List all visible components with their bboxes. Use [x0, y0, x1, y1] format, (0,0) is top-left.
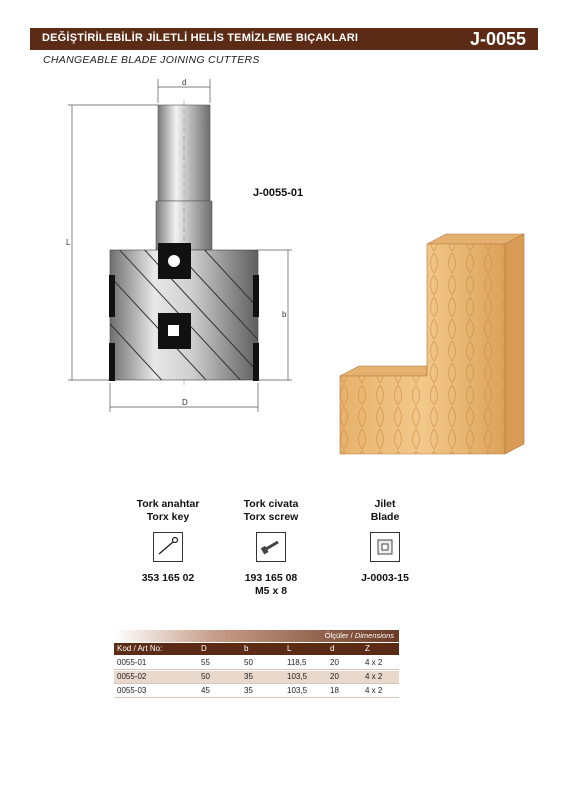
table-row [114, 657, 399, 670]
table-row [114, 671, 399, 684]
table-cell: 103,5 [287, 672, 308, 681]
page-subtitle: CHANGEABLE BLADE JOINING CUTTERS [43, 54, 260, 66]
torx-key-icon [153, 532, 183, 562]
table-cell: 118,5 [287, 658, 307, 667]
accessory-code-size: M5 x 8 [254, 585, 288, 597]
accessory-code: J-0003-15 [361, 572, 409, 584]
table-cell: 4 x 2 [365, 672, 383, 681]
table-header-row [114, 643, 399, 655]
table-cell: 4 x 2 [365, 686, 383, 695]
table-cell: 4 x 2 [365, 658, 383, 667]
table-cell: 35 [244, 672, 253, 681]
dimensions-caption [325, 631, 394, 640]
side-blade [253, 343, 259, 381]
column-header: d [330, 644, 335, 653]
page-title: DEĞİŞTİRİLEBİLİR JİLETLİ HELİS TEMİZLEME BIÇAKLARI [42, 32, 359, 44]
caption-tr: Ölçüler / [324, 631, 355, 640]
dimension-label-b: b [282, 310, 287, 319]
table-cell: 0055-01 [117, 658, 147, 667]
accessory-name-en: Torx screw [243, 511, 299, 523]
accessory-name-tr: Tork civata [243, 498, 299, 510]
accessory-name-tr: Jilet [374, 498, 396, 510]
table-cell: 20 [330, 658, 339, 667]
dimension-label-D: D [182, 398, 188, 407]
accessory-name-tr: Tork anahtar [136, 498, 200, 510]
table-cell: 20 [330, 672, 339, 681]
screw-hole [168, 255, 180, 267]
accessory-torx-key [113, 498, 223, 585]
product-family-code: J-0055 [469, 29, 526, 49]
accessory-blade [330, 498, 440, 585]
table-row [114, 685, 399, 698]
dimensions-caption-bar [114, 630, 399, 642]
cutter-technical-drawing [60, 75, 320, 420]
column-header: D [201, 644, 207, 653]
table-cell: 50 [244, 658, 253, 667]
table-cell: 50 [201, 672, 210, 681]
accessory-name-en: Blade [370, 511, 400, 523]
torx-screw-icon [256, 532, 286, 562]
table-cell: 0055-03 [117, 686, 147, 695]
table-cell: 0055-02 [117, 672, 147, 681]
column-header: L [287, 644, 292, 653]
wood-side-face [505, 234, 524, 454]
product-code: J-0055-01 [253, 187, 304, 199]
dimension-label-L: L [66, 238, 71, 247]
column-header: Kod / Art No: [117, 644, 163, 653]
screw-hole [168, 325, 179, 336]
table-cell: 103,5 [287, 686, 308, 695]
table-cell: 45 [201, 686, 210, 695]
column-header: b [244, 644, 249, 653]
table-cell: 55 [201, 658, 210, 667]
wood-grain [340, 244, 505, 454]
accessory-torx-screw [216, 498, 326, 598]
column-header: Z [365, 644, 370, 653]
table-cell: 35 [244, 686, 253, 695]
accessory-code: 353 165 02 [141, 572, 195, 584]
wood-profile-illustration [335, 230, 530, 460]
side-blade [253, 275, 259, 317]
header-bar [30, 28, 538, 50]
blade-icon [370, 532, 400, 562]
caption-en: Dimensions [354, 631, 394, 640]
side-blade [109, 343, 115, 381]
wood-ledge-top [340, 366, 427, 376]
accessory-name-en: Torx key [146, 511, 190, 523]
accessory-code: 193 165 08 [244, 572, 298, 584]
dimension-label-d: d [182, 78, 187, 87]
table-cell: 18 [330, 686, 339, 695]
side-blade [109, 275, 115, 317]
